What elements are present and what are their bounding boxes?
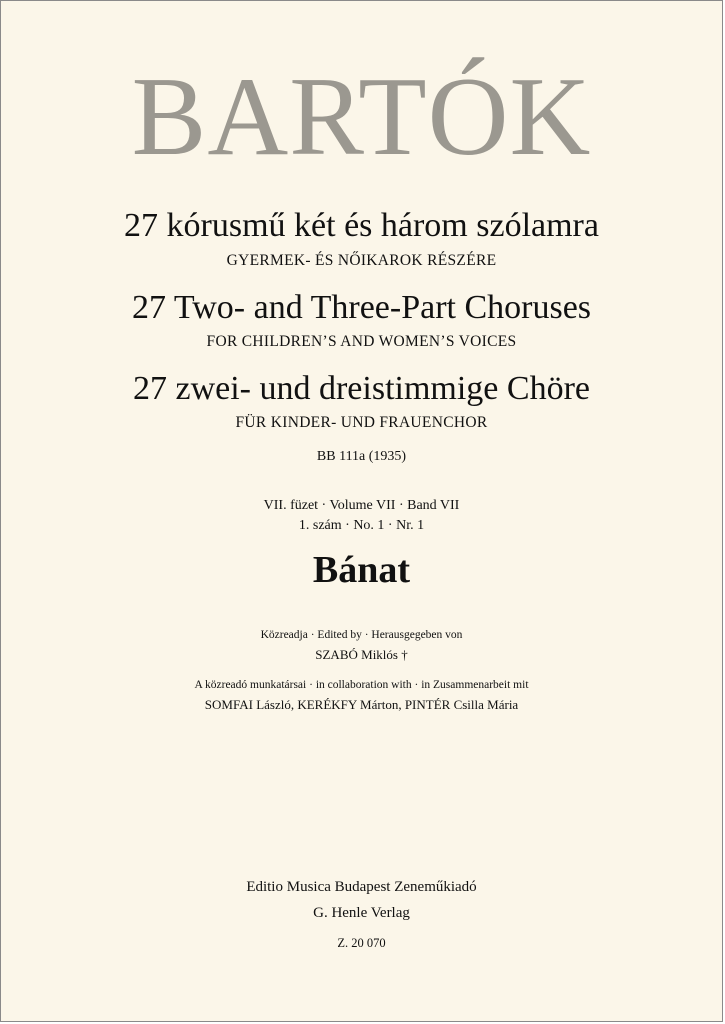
subtitle-hungarian: GYERMEK- ÉS NŐIKAROK RÉSZÉRE [226,252,497,269]
edited-by-label: Közreadja · Edited by · Herausgegeben von [260,629,463,641]
collaborator-names: SOMFAI László, KERÉKFY Márton, PINTÉR Csilla Mária [204,697,519,712]
volume-label: VII. füzet · Volume VII · Band VII [263,498,460,513]
title-german: 27 zwei- und dreistimmige Chöre [132,370,590,407]
publisher-emb: Editio Musica Budapest Zeneműkiadó [246,879,477,895]
catalog-reference: BB 111a (1935) [316,449,407,464]
subtitle-german: FÜR KINDER- UND FRAUENCHOR [235,414,488,431]
title-english: 27 Two- and Three-Part Choruses [131,289,592,326]
composer-name: BARTÓK [131,55,592,179]
catalog-number: Z. 20 070 [337,936,386,950]
subtitle-english: FOR CHILDREN’S AND WOMEN’S VOICES [206,333,517,350]
piece-title: Bánat [312,549,411,591]
editor-name: SZABÓ Miklós † [315,647,408,662]
title-hungarian: 27 kórusmű két és három szólamra [124,207,599,244]
number-label: 1. szám · No. 1 · Nr. 1 [298,518,425,533]
collaboration-label: A közreadó munkatársai · in collaboration with · in Zusammenarbeit mit [194,679,529,691]
publisher-henle: G. Henle Verlag [313,905,410,921]
